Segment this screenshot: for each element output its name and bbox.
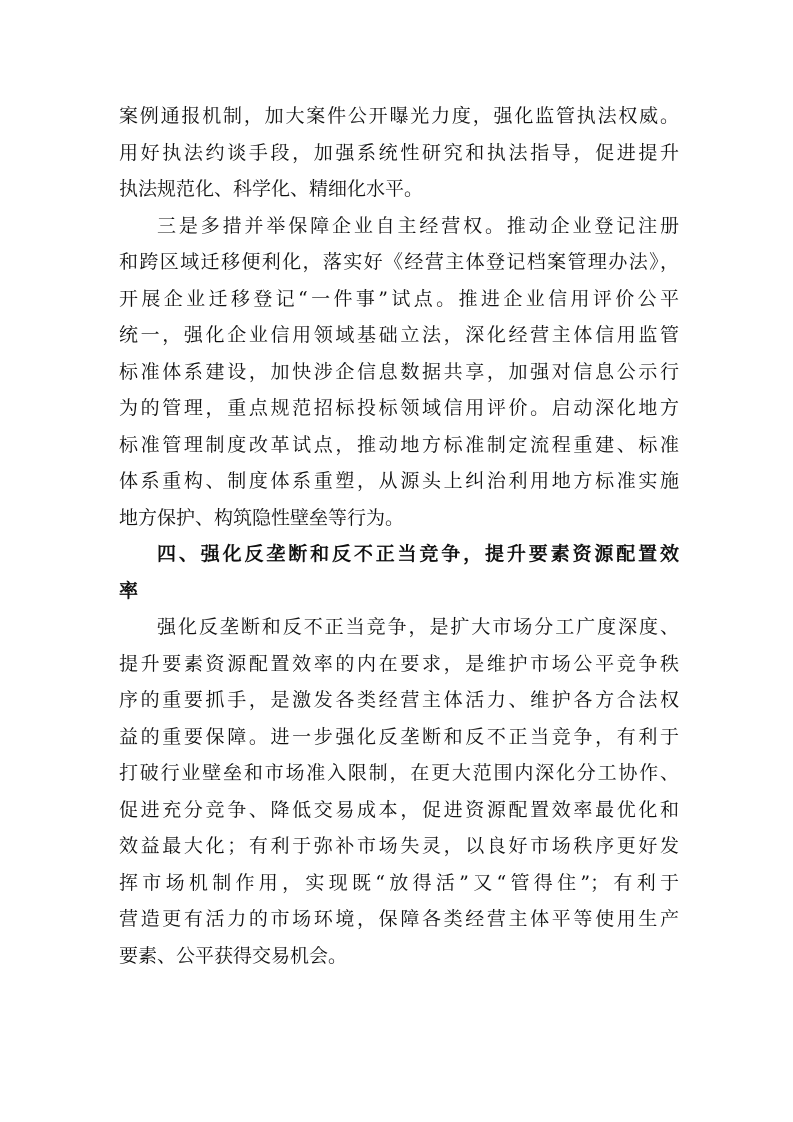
text-line: 效益最大化；有利于弥补市场失灵，以良好市场秩序更好发 (119, 835, 679, 857)
text-line: 强化反垄断和反不正当竞争，是扩大市场分工广度深度、 (157, 616, 679, 638)
heading-line: 四、强化反垄断和反不正当竞争，提升要素资源配置效 (157, 543, 679, 565)
document-body (119, 98, 679, 974)
text-line: 用好执法约谈手段，加强系统性研究和执法指导，促进提升 (119, 141, 679, 164)
text-line: 体系重构、制度体系重塑，从源头上纠治利用地方标准实施 (119, 470, 679, 492)
text-line: 案例通报机制，加大案件公开曝光力度，强化监管执法权威。 (119, 105, 679, 127)
text-line: 地方保护、构筑隐性壁垒等行为。 (119, 506, 405, 529)
text-line: 和跨区域迁移便利化，落实好《经营主体登记档案管理办法》， (119, 251, 679, 273)
section-heading-four (119, 536, 679, 609)
text-line: 打破行业壁垒和市场准入限制，在更大范围内深化分工协作、 (119, 762, 679, 784)
text-line: 要素、公平获得交易机会。 (119, 944, 348, 967)
text-line: 标准体系建设，加快涉企信息数据共享，加强对信息公示行 (119, 360, 679, 383)
text-line: 开展企业迁移登记“一件事”试点。推进企业信用评价公平 (119, 287, 679, 310)
text-line: 为的管理，重点规范招标投标领域信用评价。启动深化地方 (119, 397, 679, 419)
text-line: 统一，强化企业信用领域基础立法，深化经营主体信用监管 (119, 324, 679, 346)
paragraph-antimonopoly (119, 609, 679, 974)
text-line: 执法规范化、科学化、精细化水平。 (119, 178, 424, 200)
paragraph-autonomy (119, 208, 679, 537)
text-line: 促进充分竞争、降低交易成本，促进资源配置效率最优化和 (119, 798, 679, 821)
heading-line: 率 (119, 579, 139, 602)
text-line: 序的重要抓手，是激发各类经营主体活力、维护各方合法权 (119, 689, 679, 711)
text-line: 益的重要保障。进一步强化反垄断和反不正当竞争，有利于 (119, 725, 679, 748)
paragraph-enforcement (119, 98, 679, 208)
text-line: 标准管理制度改革试点，推动地方标准制定流程重建、标准 (119, 433, 679, 456)
text-line: 营造更有活力的市场环境，保障各类经营主体平等使用生产 (119, 908, 679, 930)
text-line: 挥市场机制作用，实现既“放得活”又“管得住”；有利于 (119, 871, 679, 894)
text-line: 提升要素资源配置效率的内在要求，是维护市场公平竞争秩 (119, 652, 679, 675)
text-line: 三是多措并举保障企业自主经营权。推动企业登记注册 (157, 214, 679, 237)
